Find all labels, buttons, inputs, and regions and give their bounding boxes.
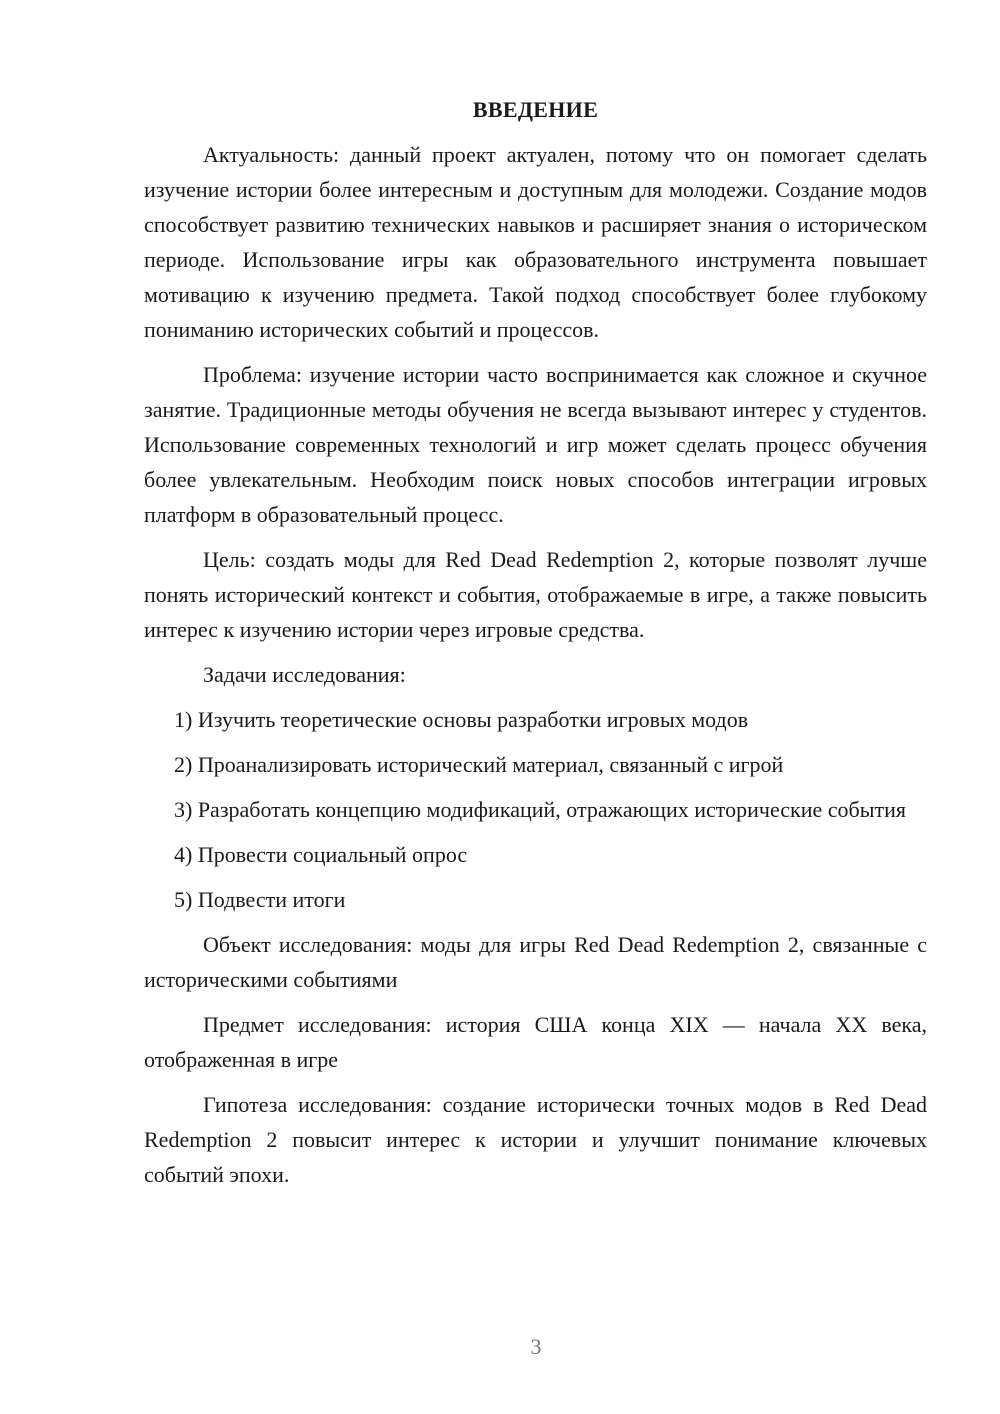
task-item: 5) Подвести итоги: [174, 887, 346, 912]
task-item: 1) Изучить теоретические основы разработки игровых модов: [174, 707, 749, 732]
task-item: 2) Проанализировать исторический материал, связанный с игрой: [174, 752, 784, 777]
goal-paragraph: Цель: создать моды для Red Dead Redemption 2, которые позволят лучше понять исторический контекст и события, отображаемые в игре, а также повысить интерес к изучению истории через игровые средства.: [144, 547, 927, 642]
object-paragraph: Объект исследования: моды для игры Red Dead Redemption 2, связанные с историческими событиями: [144, 932, 927, 992]
subject-paragraph: Предмет исследования: история США конца XIX — начала XX века, отображенная в игре: [144, 1012, 927, 1072]
task-item: 3) Разработать концепцию модификаций, отражающих исторические события: [174, 797, 906, 822]
task-item: 4) Провести социальный опрос: [174, 842, 468, 867]
document-page: [144, 92, 927, 1202]
hypothesis-paragraph: Гипотеза исследования: создание исторически точных модов в Red Dead Redemption 2 повысит интерес к истории и улучшит понимание ключевых событий эпохи.: [144, 1092, 927, 1187]
problem-paragraph: Проблема: изучение истории часто воспринимается как сложное и скучное занятие. Традиционные методы обучения не всегда вызывают интерес у студентов. Использование современных технологий и игр может сделать процесс обучения более увлекательным. Необходим поиск новых способов интеграции игровых платформ в образовательный процесс.: [144, 362, 927, 527]
page-number: 3: [530, 1334, 542, 1359]
tasks-heading: Задачи исследования:: [203, 662, 406, 687]
relevance-paragraph: Актуальность: данный проект актуален, потому что он помогает сделать изучение истории более интересным и доступным для молодежи. Создание модов способствует развитию технических навыков и расширяет знания о историческом периоде. Использование игры как образовательного инструмента повышает мотивацию к изучению предмета. Такой подход способствует более глубокому пониманию исторических событий и процессов.: [144, 142, 927, 342]
document-title: ВВЕДЕНИЕ: [472, 97, 599, 122]
